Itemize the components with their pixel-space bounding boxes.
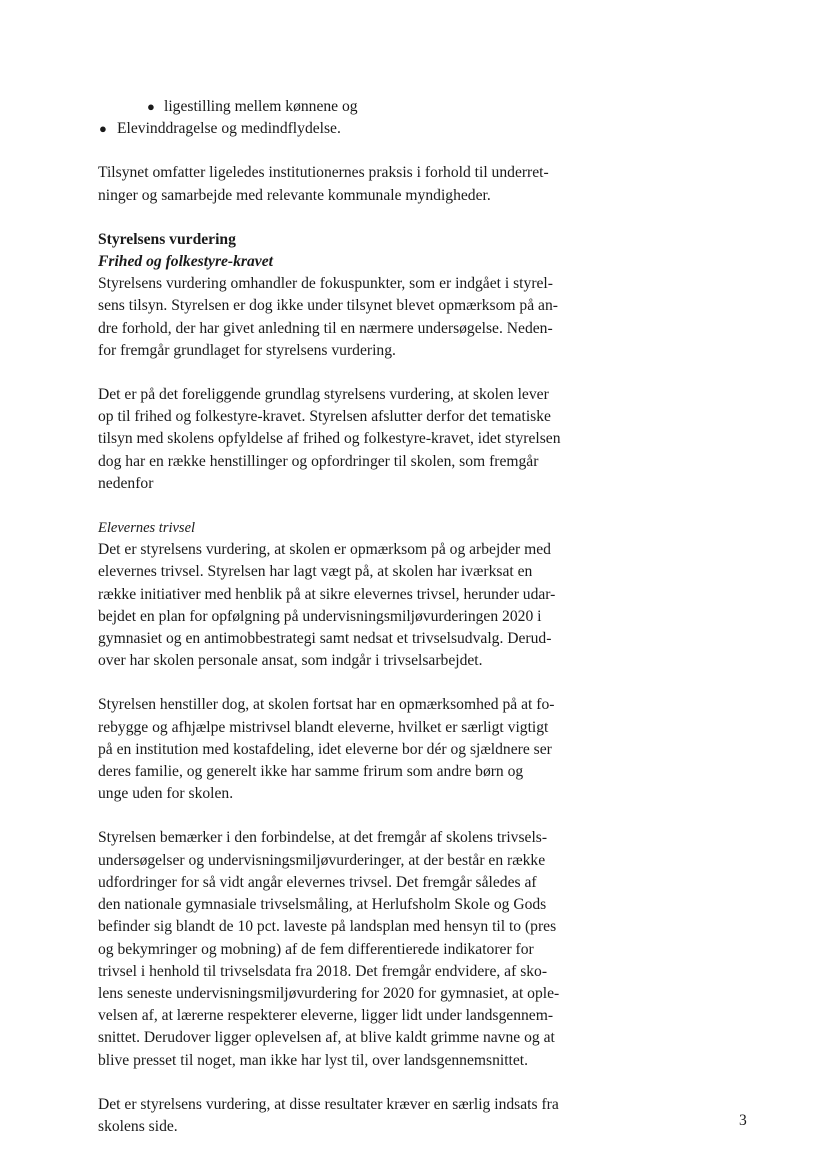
text-line: deres familie, og generelt ikke har samme frirum som andre børn og <box>98 763 524 781</box>
paragraph-4 <box>98 694 588 805</box>
text-line: blive presset til noget, man ikke har lyst til, over landsgennemsnittet. <box>98 1051 529 1069</box>
text-line: og bekymringer og mobning) af de fem differentierede indikatorer for <box>98 940 534 958</box>
text-line: dog har en række henstillinger og opfordringer til skolen, som fremgår <box>98 452 539 470</box>
text-line: nedenfor <box>98 474 154 492</box>
text-line: sens tilsyn. Styrelsen er dog ikke under tilsynet blevet opmærksom på an- <box>98 297 558 315</box>
trivsel-heading: Elevernes trivsel <box>98 520 196 537</box>
text-line: udfordringer for så vidt angår elevernes trivsel. Det fremgår således af <box>98 873 537 891</box>
text-line: Styrelsen bemærker i den forbindelse, at det fremgår af skolens trivsels- <box>98 829 548 847</box>
intro-paragraph <box>98 162 588 206</box>
text-line: unge uden for skolen. <box>98 785 234 803</box>
text-line: skolens side. <box>98 1117 178 1135</box>
text-line: snittet. Derudover ligger oplevelsen af, at blive kaldt grimme navne og at <box>98 1029 555 1047</box>
text-line: Det er styrelsens vurdering, at disse resultater kræver en særlig indsats fra <box>98 1095 559 1113</box>
text-line: undersøgelser og undervisningsmiljøvurderinger, at der består en række <box>98 851 546 869</box>
paragraph-2 <box>98 384 588 495</box>
text-line: lens seneste undervisningsmiljøvurdering for 2020 for gymnasiet, at ople- <box>98 984 560 1002</box>
paragraph-6 <box>98 1094 588 1138</box>
bullet-item <box>98 118 588 140</box>
text-line: elevernes trivsel. Styrelsen har lagt vægt på, at skolen har iværksat en <box>98 563 533 581</box>
paragraph-5 <box>98 827 588 1071</box>
text-line: række initiativer med henblik på at sikre elevernes trivsel, herunder udar- <box>98 585 556 603</box>
text-line: Tilsynet omfatter ligeledes institutionernes praksis i forhold til underret- <box>98 164 549 182</box>
text-line: tilsyn med skolens opfyldelse af frihed og folkestyre-kravet, idet styrelsen <box>98 430 561 448</box>
text-line: over har skolen personale ansat, som indgår i trivselsarbejdet. <box>98 652 483 670</box>
subsection-heading: Frihed og folkestyre-kravet <box>98 253 273 271</box>
text-line: Styrelsens vurdering omhandler de fokuspunkter, som er indgået i styrel- <box>98 275 553 293</box>
bullet-item <box>98 96 588 118</box>
page-number: 3 <box>739 1112 747 1129</box>
text-line: trivsel i henhold til trivselsdata fra 2018. Det fremgår endvidere, af sko- <box>98 962 548 980</box>
text-line: velsen af, at lærerne respekterer eleverne, ligger lidt under landsgennem- <box>98 1007 554 1025</box>
paragraph-3 <box>98 539 588 672</box>
bullet-text: Elevinddragelse og medindflydelse. <box>117 120 341 138</box>
document-page <box>98 96 588 1138</box>
text-line: dre forhold, der har givet anledning til en nærmere undersøgelse. Neden- <box>98 319 553 337</box>
section-heading: Styrelsens vurdering <box>98 230 236 248</box>
text-line: rebygge og afhjælpe mistrivsel blandt eleverne, hvilket er særligt vigtigt <box>98 718 549 736</box>
text-line: Styrelsen henstiller dog, at skolen fortsat har en opmærksomhed på at fo- <box>98 696 555 714</box>
text-line: på en institution med kostafdeling, idet eleverne bor dér og sjældnere ser <box>98 740 552 758</box>
text-line: ninger og samarbejde med relevante kommunale myndigheder. <box>98 186 491 204</box>
text-line: den nationale gymnasiale trivselsmåling, at Herlufsholm Skole og Gods <box>98 896 547 914</box>
text-line: Det er på det foreliggende grundlag styrelsens vurdering, at skolen lever <box>98 386 549 404</box>
bullet-icon: ● <box>99 121 107 137</box>
text-line: gymnasiet og en antimobbestrategi samt nedsat et trivselsudvalg. Derud- <box>98 630 552 648</box>
text-line: Det er styrelsens vurdering, at skolen er opmærksom på og arbejder med <box>98 541 551 559</box>
text-line: for fremgår grundlaget for styrelsens vurdering. <box>98 341 396 359</box>
paragraph-1 <box>98 273 588 362</box>
bullet-icon: ● <box>147 99 155 114</box>
bullet-text: ligestilling mellem kønnene og <box>164 98 358 115</box>
text-line: op til frihed og folkestyre-kravet. Styrelsen afslutter derfor det tematiske <box>98 408 551 426</box>
text-line: befinder sig blandt de 10 pct. laveste på landsplan med hensyn til to (pres <box>98 918 557 936</box>
text-line: bejdet en plan for opfølgning på undervisningsmiljøvurderingen 2020 i <box>98 607 542 625</box>
